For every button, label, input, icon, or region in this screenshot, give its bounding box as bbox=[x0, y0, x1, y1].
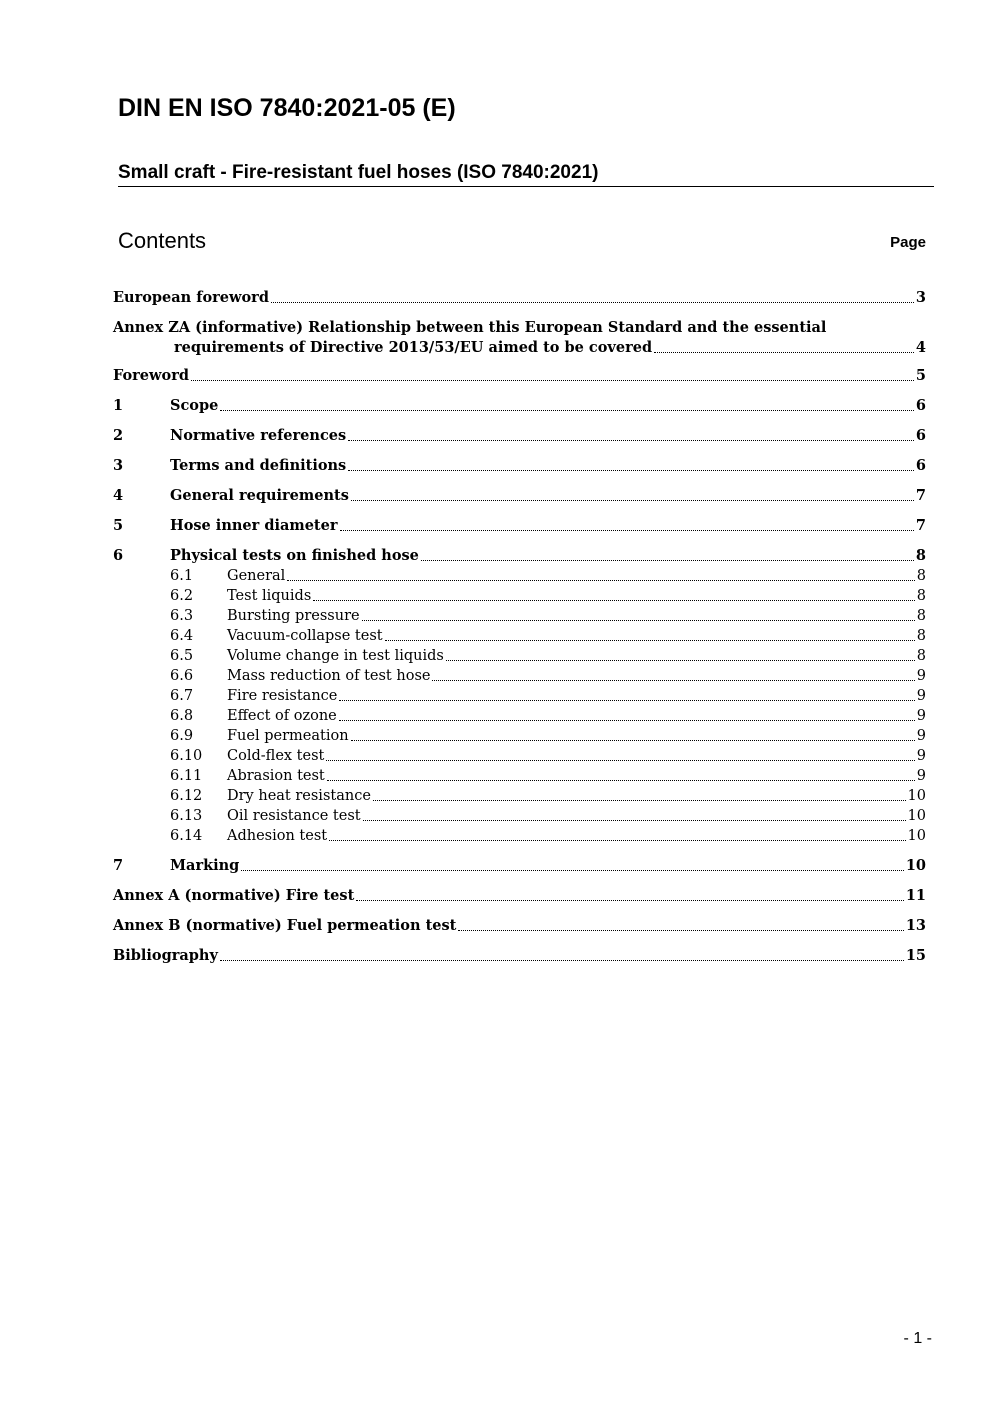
toc-entry-title: Cold-flex test bbox=[227, 748, 325, 764]
dot-leader bbox=[241, 870, 903, 871]
toc-entry-number: 6.3 bbox=[170, 608, 194, 624]
toc-entry-number: 6.4 bbox=[170, 628, 194, 644]
document-title: DIN EN ISO 7840:2021-05 (E) bbox=[118, 94, 456, 122]
toc-entry-number: 6.5 bbox=[170, 648, 194, 664]
toc-entry-page: 8 bbox=[916, 588, 926, 604]
toc-entry-section-6-2[interactable] bbox=[113, 586, 926, 606]
toc-entry-page: 8 bbox=[915, 547, 926, 564]
dot-leader bbox=[356, 900, 904, 901]
dot-leader bbox=[432, 680, 914, 681]
toc-entry-page: 9 bbox=[916, 748, 926, 764]
table-of-contents bbox=[113, 288, 926, 966]
dot-leader bbox=[329, 840, 905, 841]
toc-entry-title: Normative references bbox=[170, 427, 347, 444]
toc-entry-section-6-3[interactable] bbox=[113, 606, 926, 626]
toc-entry-number: 4 bbox=[113, 487, 124, 504]
dot-leader bbox=[362, 620, 915, 621]
toc-entry-page: 9 bbox=[916, 768, 926, 784]
document-subtitle: Small craft - Fire-resistant fuel hoses (ISO 7840:2021) bbox=[118, 162, 934, 187]
toc-entry-title: Effect of ozone bbox=[227, 708, 337, 724]
dot-leader bbox=[339, 700, 914, 701]
toc-entry-section-6-5[interactable] bbox=[113, 646, 926, 666]
toc-entry-title: Foreword bbox=[113, 367, 189, 384]
toc-entry-number: 3 bbox=[113, 457, 124, 474]
toc-entry-section-6-14[interactable] bbox=[113, 826, 926, 846]
dot-leader bbox=[339, 720, 915, 721]
toc-entry-number: 6.11 bbox=[170, 768, 203, 784]
dot-leader bbox=[340, 530, 914, 531]
toc-entry-page: 9 bbox=[916, 668, 926, 684]
toc-entry-page: 10 bbox=[907, 788, 926, 804]
dot-leader bbox=[313, 600, 915, 601]
dot-leader bbox=[385, 640, 915, 641]
dot-leader bbox=[220, 410, 914, 411]
toc-entry-section-2[interactable] bbox=[113, 426, 926, 446]
toc-entry-page: 9 bbox=[916, 708, 926, 724]
toc-entry-number: 1 bbox=[113, 397, 124, 414]
toc-entry-title: Volume change in test liquids bbox=[227, 648, 444, 664]
toc-entry-title: Scope bbox=[170, 397, 219, 414]
toc-entry-page: 6 bbox=[915, 457, 926, 474]
toc-entry-page: 7 bbox=[915, 487, 926, 504]
toc-entry-title: Marking bbox=[170, 857, 240, 874]
dot-leader bbox=[287, 580, 914, 581]
toc-entry-title: General bbox=[227, 568, 286, 584]
toc-entry-page: 6 bbox=[915, 397, 926, 414]
toc-entry-title: Fire resistance bbox=[227, 688, 338, 704]
toc-entry-title: Bursting pressure bbox=[227, 608, 360, 624]
dot-leader bbox=[351, 500, 914, 501]
contents-heading: Contents bbox=[118, 228, 207, 253]
toc-entry-number: 6.1 bbox=[170, 568, 194, 584]
toc-entry-title: Vacuum-collapse test bbox=[227, 628, 383, 644]
toc-entry-number: 6.9 bbox=[170, 728, 194, 744]
page-column-label: Page bbox=[890, 234, 926, 251]
toc-entry-number: 2 bbox=[113, 427, 124, 444]
toc-entry-page: 5 bbox=[915, 367, 926, 384]
toc-entry-page: 3 bbox=[915, 289, 926, 306]
toc-entry-title: Fuel permeation bbox=[227, 728, 349, 744]
toc-entry-annex-za[interactable] bbox=[113, 318, 926, 358]
toc-entry-section-6-1[interactable] bbox=[113, 566, 926, 586]
dot-leader bbox=[348, 470, 914, 471]
toc-entry-page: 10 bbox=[907, 828, 926, 844]
toc-entry-title: Physical tests on finished hose bbox=[170, 547, 419, 564]
toc-entry-title: Oil resistance test bbox=[227, 808, 361, 824]
dot-leader bbox=[373, 800, 906, 801]
toc-entry-section-6-12[interactable] bbox=[113, 786, 926, 806]
dot-leader bbox=[363, 820, 906, 821]
toc-entry-number: 6.10 bbox=[170, 748, 203, 764]
toc-entry-title: European foreword bbox=[113, 289, 269, 306]
toc-entry-number: 6.8 bbox=[170, 708, 194, 724]
toc-entry-section-6[interactable] bbox=[113, 546, 926, 566]
toc-entry-page: 9 bbox=[916, 688, 926, 704]
toc-entry-section-3[interactable] bbox=[113, 456, 926, 476]
toc-entry-title: Bibliography bbox=[113, 947, 218, 964]
toc-entry-number: 5 bbox=[113, 517, 124, 534]
toc-entry-title: Annex B (normative) Fuel permeation test bbox=[113, 917, 457, 934]
toc-entry-section-1[interactable] bbox=[113, 396, 926, 416]
toc-entry-section-7[interactable] bbox=[113, 856, 926, 876]
toc-entry-section-6-4[interactable] bbox=[113, 626, 926, 646]
toc-entry-section-4[interactable] bbox=[113, 486, 926, 506]
dot-leader bbox=[271, 302, 914, 303]
dot-leader bbox=[654, 352, 914, 353]
dot-leader bbox=[191, 380, 914, 381]
toc-entry-title: Hose inner diameter bbox=[170, 517, 338, 534]
dot-leader bbox=[446, 660, 915, 661]
toc-entry-section-5[interactable] bbox=[113, 516, 926, 536]
dot-leader bbox=[458, 930, 903, 931]
toc-entry-section-6-11[interactable] bbox=[113, 766, 926, 786]
toc-entry-title: General requirements bbox=[170, 487, 349, 504]
toc-entry-title: Abrasion test bbox=[227, 768, 325, 784]
toc-entry-title: Terms and definitions bbox=[170, 457, 347, 474]
toc-entry-page: 9 bbox=[916, 728, 926, 744]
dot-leader bbox=[327, 780, 915, 781]
toc-entry-foreword[interactable] bbox=[113, 366, 926, 386]
toc-entry-number: 6 bbox=[113, 547, 124, 564]
toc-entry-page: 6 bbox=[915, 427, 926, 444]
toc-entry-section-6-13[interactable] bbox=[113, 806, 926, 826]
toc-entry-section-6-7[interactable] bbox=[113, 686, 926, 706]
page-number: - 1 - bbox=[903, 1330, 932, 1347]
toc-entry-section-6-6[interactable] bbox=[113, 666, 926, 686]
toc-entry-number: 6.6 bbox=[170, 668, 194, 684]
toc-entry-number: 6.7 bbox=[170, 688, 194, 704]
toc-entry-title: Mass reduction of test hose bbox=[227, 668, 431, 684]
dot-leader bbox=[348, 440, 914, 441]
toc-entry-annex-b[interactable] bbox=[113, 916, 926, 936]
toc-entry-page: 4 bbox=[915, 339, 926, 356]
dot-leader bbox=[421, 560, 914, 561]
toc-entry-european-foreword[interactable] bbox=[113, 288, 926, 308]
toc-entry-page: 10 bbox=[905, 857, 926, 874]
toc-entry-title-line1: Annex ZA (informative) Relationship between this European Standard and the essential bbox=[113, 319, 827, 336]
dot-leader bbox=[326, 760, 914, 761]
toc-entry-page: 15 bbox=[905, 947, 926, 964]
toc-entry-title: Dry heat resistance bbox=[227, 788, 371, 804]
toc-entry-number: 6.13 bbox=[170, 808, 203, 824]
toc-entry-title: Annex A (normative) Fire test bbox=[113, 887, 355, 904]
toc-entry-number: 6.12 bbox=[170, 788, 203, 804]
toc-entry-title: Adhesion test bbox=[227, 828, 328, 844]
toc-entry-title-line2: requirements of Directive 2013/53/EU aimed to be covered bbox=[174, 339, 653, 356]
toc-entry-number: 7 bbox=[113, 857, 124, 874]
toc-entry-page: 13 bbox=[905, 917, 926, 934]
toc-entry-number: 6.14 bbox=[170, 828, 203, 844]
toc-entry-section-6-8[interactable] bbox=[113, 706, 926, 726]
toc-entry-page: 8 bbox=[916, 628, 926, 644]
toc-entry-page: 7 bbox=[915, 517, 926, 534]
toc-entry-number: 6.2 bbox=[170, 588, 194, 604]
toc-entry-bibliography[interactable] bbox=[113, 946, 926, 966]
toc-entry-page: 8 bbox=[916, 568, 926, 584]
dot-leader bbox=[220, 960, 904, 961]
toc-entry-title: Test liquids bbox=[227, 588, 312, 604]
dot-leader bbox=[351, 740, 915, 741]
toc-entry-page: 10 bbox=[907, 808, 926, 824]
toc-entry-section-6-9[interactable] bbox=[113, 726, 926, 746]
toc-entry-annex-a[interactable] bbox=[113, 886, 926, 906]
toc-entry-page: 8 bbox=[916, 648, 926, 664]
toc-entry-page: 8 bbox=[916, 608, 926, 624]
toc-entry-page: 11 bbox=[905, 887, 926, 904]
toc-entry-section-6-10[interactable] bbox=[113, 746, 926, 766]
